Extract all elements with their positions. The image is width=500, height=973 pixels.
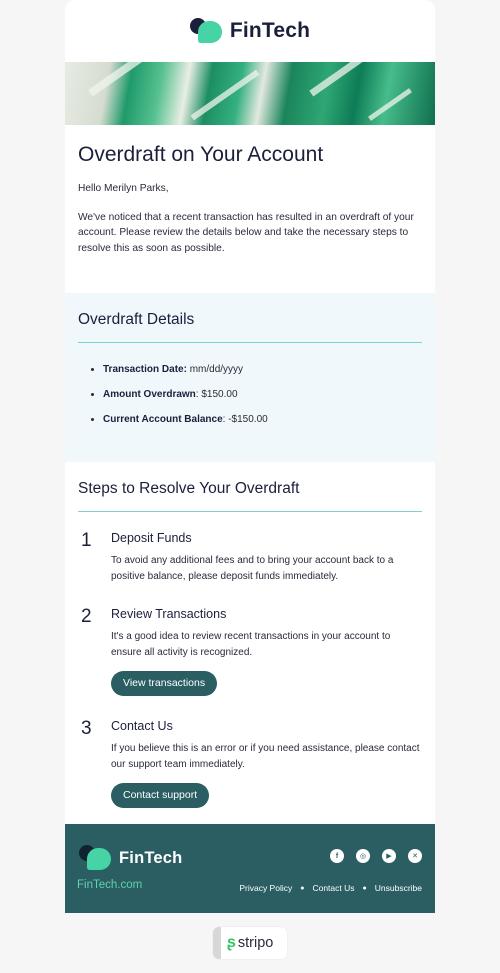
stripo-logo-icon: ʂ: [227, 934, 236, 951]
footer-brand-name: FinTech: [119, 848, 183, 867]
details-list: [78, 363, 422, 426]
step-text: To avoid any additional fees and to bring your account back to a positive balance, please deposit funds immediately.: [111, 555, 394, 582]
stripo-badge[interactable]: [213, 927, 287, 959]
contact-support-button[interactable]: Contact support: [111, 783, 209, 808]
divider: [78, 342, 422, 343]
detail-amount-overdrawn: • Amount Overdrawn: $150.00: [103, 388, 422, 401]
brand-name: FinTech: [229, 19, 311, 42]
step-title: Contact Us: [111, 719, 173, 733]
footer-site-link[interactable]: FinTech.com: [77, 879, 143, 891]
view-transactions-button[interactable]: View transactions: [111, 671, 217, 696]
step-number: 2: [81, 606, 92, 627]
step-number: 3: [81, 718, 92, 739]
step-number: 1: [81, 530, 92, 551]
page-title: Overdraft on Your Account: [78, 143, 324, 166]
facebook-icon[interactable]: f: [330, 849, 344, 863]
x-icon[interactable]: ✕: [408, 849, 422, 863]
unsubscribe-link[interactable]: Unsubscribe: [374, 883, 422, 893]
step-title: Review Transactions: [111, 607, 227, 621]
divider: [78, 511, 422, 512]
brand-logo-icon: [190, 17, 224, 45]
badge-strip: [213, 927, 221, 959]
detail-current-balance: • Current Account Balance: -$150.00: [103, 413, 422, 426]
email-container: [65, 0, 435, 826]
email-header: [65, 0, 435, 62]
intro-body: We've noticed that a recent transaction has resulted in an overdraft of your account. Please review the details below and take the necessary steps to resolve this as soon as possible.: [78, 211, 414, 254]
separator-dot: ●: [300, 884, 305, 892]
hero-image: [65, 62, 435, 125]
step-review-transactions: [78, 606, 422, 696]
step-contact-us: [78, 718, 422, 808]
steps-section: [65, 462, 435, 826]
step-text: If you believe this is an error or if you need assistance, please contact our support team immediately.: [111, 743, 420, 770]
social-links: [330, 849, 422, 863]
privacy-policy-link[interactable]: Privacy Policy: [239, 883, 293, 893]
brand-logo-icon: [79, 844, 113, 872]
instagram-icon[interactable]: ◎: [356, 849, 370, 863]
contact-us-link[interactable]: Contact Us: [312, 883, 355, 893]
step-deposit-funds: [78, 530, 422, 584]
details-title: Overdraft Details: [78, 311, 195, 328]
intro-section: [65, 125, 435, 293]
greeting: Hello Merilyn Parks,: [78, 183, 169, 194]
steps-title: Steps to Resolve Your Overdraft: [78, 480, 300, 497]
stripo-badge-text: stripo: [237, 935, 274, 951]
step-text: It's a good idea to review recent transactions in your account to ensure all activity is recognized.: [111, 631, 391, 658]
overdraft-details-section: [65, 293, 435, 462]
separator-dot: ●: [362, 884, 367, 892]
footer-logo[interactable]: [79, 844, 182, 872]
step-title: Deposit Funds: [111, 531, 192, 545]
footer-links: [239, 883, 422, 893]
youtube-icon[interactable]: ▶: [382, 849, 396, 863]
email-footer: [65, 824, 435, 913]
brand-logo[interactable]: [190, 17, 310, 45]
detail-transaction-date: • Transaction Date: mm/dd/yyyy: [103, 363, 422, 376]
